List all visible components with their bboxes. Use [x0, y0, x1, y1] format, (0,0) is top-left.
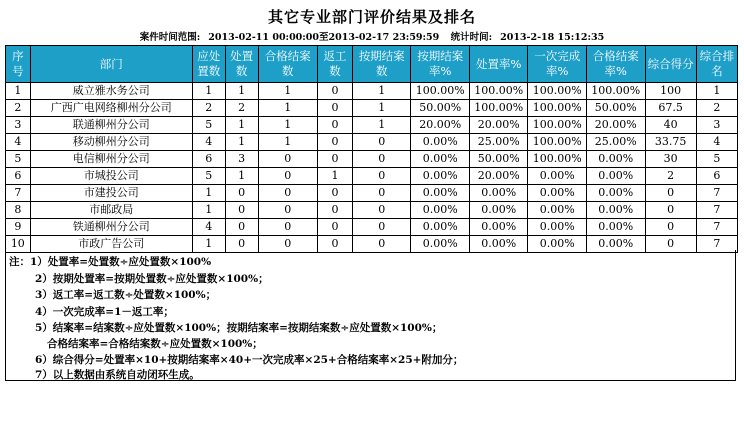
notes-panel	[5, 250, 736, 381]
on-time-close-rate-cell: 20.00%	[411, 117, 470, 134]
note-line: 7）以上数据由系统自动闭环生成。	[35, 369, 200, 381]
overall-rank-cell: 6	[696, 168, 737, 185]
rank-index-cell: 5	[6, 151, 31, 168]
first-time-rate-cell: 100.00%	[528, 100, 587, 117]
overall-score-cell: 100	[645, 83, 696, 100]
first-time-rate-cell: 100.00%	[528, 117, 587, 134]
qualified-close-rate-cell: 20.00%	[587, 117, 646, 134]
overall-score-cell: 0	[645, 219, 696, 236]
department-cell: 市邮政局	[30, 202, 192, 219]
on-time-closed-count-cell: 0	[352, 151, 411, 168]
department-cell: 广西广电网络柳州分公司	[30, 100, 192, 117]
table-row	[6, 219, 738, 236]
on-time-closed-count-cell: 0	[352, 219, 411, 236]
ranking-table	[5, 45, 738, 253]
on-time-closed-count-cell: 0	[352, 202, 411, 219]
qualified-closed-count-cell: 0	[258, 168, 318, 185]
first-time-rate-cell: 0.00%	[528, 185, 587, 202]
rework-count-cell: 0	[318, 134, 353, 151]
handled-count-cell: 0	[225, 236, 258, 253]
header-cell: 应处置数	[192, 46, 225, 83]
assigned-count-cell: 4	[192, 219, 225, 236]
overall-rank-cell: 3	[696, 117, 737, 134]
handle-rate-cell: 100.00%	[469, 100, 528, 117]
qualified-closed-count-cell: 0	[258, 219, 318, 236]
range-value: 2013-02-11 00:00:00至2013-02-17 23:59:59	[208, 32, 440, 43]
assigned-count-cell: 1	[192, 185, 225, 202]
first-time-rate-cell: 100.00%	[528, 83, 587, 100]
overall-rank-cell: 7	[696, 219, 737, 236]
header-cell: 合格结案率%	[587, 46, 646, 83]
qualified-close-rate-cell: 0.00%	[587, 168, 646, 185]
rank-index-cell: 1	[6, 83, 31, 100]
header-cell: 部门	[30, 46, 192, 83]
handle-rate-cell: 20.00%	[469, 117, 528, 134]
note-line: 6）综合得分=处置率×10+按期结案率×40+一次完成率×25+合格结案率×25+附加分；	[35, 354, 464, 366]
handle-rate-cell: 100.00%	[469, 83, 528, 100]
qualified-close-rate-cell: 0.00%	[587, 185, 646, 202]
handle-rate-cell: 50.00%	[469, 151, 528, 168]
header-cell: 按期结案数	[352, 46, 411, 83]
qualified-closed-count-cell: 0	[258, 202, 318, 219]
on-time-close-rate-cell: 0.00%	[411, 134, 470, 151]
table-row	[6, 185, 738, 202]
rework-count-cell: 0	[318, 83, 353, 100]
handled-count-cell: 0	[225, 219, 258, 236]
overall-score-cell: 30	[645, 151, 696, 168]
table-row	[6, 100, 738, 117]
header-cell: 返工数	[318, 46, 353, 83]
department-cell: 威立雅水务公司	[30, 83, 192, 100]
department-cell: 市城投公司	[30, 168, 192, 185]
assigned-count-cell: 5	[192, 117, 225, 134]
on-time-close-rate-cell: 50.00%	[411, 100, 470, 117]
rank-index-cell: 9	[6, 219, 31, 236]
overall-score-cell: 0	[645, 236, 696, 253]
overall-rank-cell: 5	[696, 151, 737, 168]
table-row	[6, 151, 738, 168]
handled-count-cell: 0	[225, 185, 258, 202]
header-row	[6, 46, 738, 83]
rework-count-cell: 0	[318, 236, 353, 253]
rank-index-cell: 8	[6, 202, 31, 219]
on-time-close-rate-cell: 0.00%	[411, 168, 470, 185]
rank-index-cell: 7	[6, 185, 31, 202]
overall-score-cell: 67.5	[645, 100, 696, 117]
qualified-close-rate-cell: 0.00%	[587, 219, 646, 236]
table-row	[6, 202, 738, 219]
overall-rank-cell: 7	[696, 185, 737, 202]
qualified-closed-count-cell: 0	[258, 236, 318, 253]
on-time-closed-count-cell: 1	[352, 100, 411, 117]
qualified-close-rate-cell: 0.00%	[587, 151, 646, 168]
qualified-closed-count-cell: 1	[258, 117, 318, 134]
note-line: 3）返工率=返工数÷处置数×100%；	[35, 289, 217, 301]
table-body	[6, 83, 738, 253]
on-time-close-rate-cell: 0.00%	[411, 202, 470, 219]
range-label: 案件时间范围:	[139, 32, 201, 43]
assigned-count-cell: 1	[192, 83, 225, 100]
department-cell: 联通柳州分公司	[30, 117, 192, 134]
assigned-count-cell: 1	[192, 202, 225, 219]
assigned-count-cell: 1	[192, 236, 225, 253]
on-time-closed-count-cell: 0	[352, 185, 411, 202]
department-cell: 电信柳州分公司	[30, 151, 192, 168]
department-cell: 铁通柳州分公司	[30, 219, 192, 236]
qualified-closed-count-cell: 1	[258, 100, 318, 117]
handled-count-cell: 1	[225, 134, 258, 151]
overall-rank-cell: 7	[696, 202, 737, 219]
stat-label: 统计时间:	[450, 32, 493, 43]
header-cell: 综合排名	[696, 46, 737, 83]
department-cell: 市建投公司	[30, 185, 192, 202]
rework-count-cell: 0	[318, 117, 353, 134]
assigned-count-cell: 5	[192, 168, 225, 185]
header-cell: 序号	[6, 46, 31, 83]
overall-score-cell: 2	[645, 168, 696, 185]
rework-count-cell: 0	[318, 100, 353, 117]
page-title: 其它专业部门评价结果及排名	[267, 8, 476, 26]
handled-count-cell: 1	[225, 83, 258, 100]
stat-value: 2013-2-18 15:12:35	[500, 32, 605, 43]
note-line: 注：1）处置率=处置数÷应处置数×100%	[9, 256, 212, 268]
header-cell: 按期结案率%	[411, 46, 470, 83]
on-time-close-rate-cell: 0.00%	[411, 219, 470, 236]
note-line: 4）一次完成率=1－返工率；	[35, 306, 174, 318]
qualified-closed-count-cell: 1	[258, 83, 318, 100]
qualified-close-rate-cell: 100.00%	[587, 83, 646, 100]
note-line: 2）按期处置率=按期处置数÷应处置数×100%；	[35, 273, 269, 285]
on-time-close-rate-cell: 0.00%	[411, 236, 470, 253]
first-time-rate-cell: 100.00%	[528, 151, 587, 168]
note-line: 合格结案率=合格结案数÷应处置数×100%；	[47, 338, 263, 350]
handled-count-cell: 2	[225, 100, 258, 117]
table-row	[6, 117, 738, 134]
first-time-rate-cell: 0.00%	[528, 168, 587, 185]
note-line: 5）结案率=结案数÷应处置数×100%；按期结案率=按期结案数÷应处置数×100%；	[35, 322, 443, 334]
rank-index-cell: 10	[6, 236, 31, 253]
rank-index-cell: 2	[6, 100, 31, 117]
rework-count-cell: 0	[318, 219, 353, 236]
on-time-close-rate-cell: 0.00%	[411, 151, 470, 168]
handled-count-cell: 1	[225, 117, 258, 134]
table-row	[6, 134, 738, 151]
header-cell: 处置数	[225, 46, 258, 83]
overall-score-cell: 0	[645, 202, 696, 219]
first-time-rate-cell: 100.00%	[528, 134, 587, 151]
handle-rate-cell: 0.00%	[469, 219, 528, 236]
first-time-rate-cell: 0.00%	[528, 236, 587, 253]
handle-rate-cell: 0.00%	[469, 236, 528, 253]
handled-count-cell: 3	[225, 151, 258, 168]
handle-rate-cell: 0.00%	[469, 185, 528, 202]
report-period	[0, 29, 744, 43]
overall-score-cell: 0	[645, 185, 696, 202]
handled-count-cell: 1	[225, 168, 258, 185]
handle-rate-cell: 20.00%	[469, 168, 528, 185]
assigned-count-cell: 6	[192, 151, 225, 168]
assigned-count-cell: 2	[192, 100, 225, 117]
header-cell: 一次完成率%	[528, 46, 587, 83]
first-time-rate-cell: 0.00%	[528, 219, 587, 236]
on-time-close-rate-cell: 0.00%	[411, 185, 470, 202]
on-time-close-rate-cell: 100.00%	[411, 83, 470, 100]
qualified-close-rate-cell: 50.00%	[587, 100, 646, 117]
table-row	[6, 83, 738, 100]
department-cell: 市政广告公司	[30, 236, 192, 253]
overall-rank-cell: 4	[696, 134, 737, 151]
on-time-closed-count-cell: 0	[352, 168, 411, 185]
overall-rank-cell: 2	[696, 100, 737, 117]
overall-score-cell: 33.75	[645, 134, 696, 151]
on-time-closed-count-cell: 0	[352, 134, 411, 151]
handled-count-cell: 0	[225, 202, 258, 219]
qualified-closed-count-cell: 0	[258, 151, 318, 168]
first-time-rate-cell: 0.00%	[528, 202, 587, 219]
table-row	[6, 168, 738, 185]
qualified-closed-count-cell: 1	[258, 134, 318, 151]
on-time-closed-count-cell: 1	[352, 117, 411, 134]
qualified-close-rate-cell: 25.00%	[587, 134, 646, 151]
rework-count-cell: 0	[318, 151, 353, 168]
rank-index-cell: 3	[6, 117, 31, 134]
rank-index-cell: 6	[6, 168, 31, 185]
header-cell: 合格结案数	[258, 46, 318, 83]
overall-rank-cell: 1	[696, 83, 737, 100]
on-time-closed-count-cell: 0	[352, 236, 411, 253]
on-time-closed-count-cell: 1	[352, 83, 411, 100]
assigned-count-cell: 4	[192, 134, 225, 151]
header-cell: 处置率%	[469, 46, 528, 83]
qualified-closed-count-cell: 0	[258, 185, 318, 202]
overall-rank-cell: 7	[696, 236, 737, 253]
rework-count-cell: 1	[318, 168, 353, 185]
rework-count-cell: 0	[318, 185, 353, 202]
rework-count-cell: 0	[318, 202, 353, 219]
header-cell: 综合得分	[645, 46, 696, 83]
qualified-close-rate-cell: 0.00%	[587, 236, 646, 253]
handle-rate-cell: 0.00%	[469, 202, 528, 219]
department-cell: 移动柳州分公司	[30, 134, 192, 151]
rank-index-cell: 4	[6, 134, 31, 151]
handle-rate-cell: 25.00%	[469, 134, 528, 151]
qualified-close-rate-cell: 0.00%	[587, 202, 646, 219]
overall-score-cell: 40	[645, 117, 696, 134]
